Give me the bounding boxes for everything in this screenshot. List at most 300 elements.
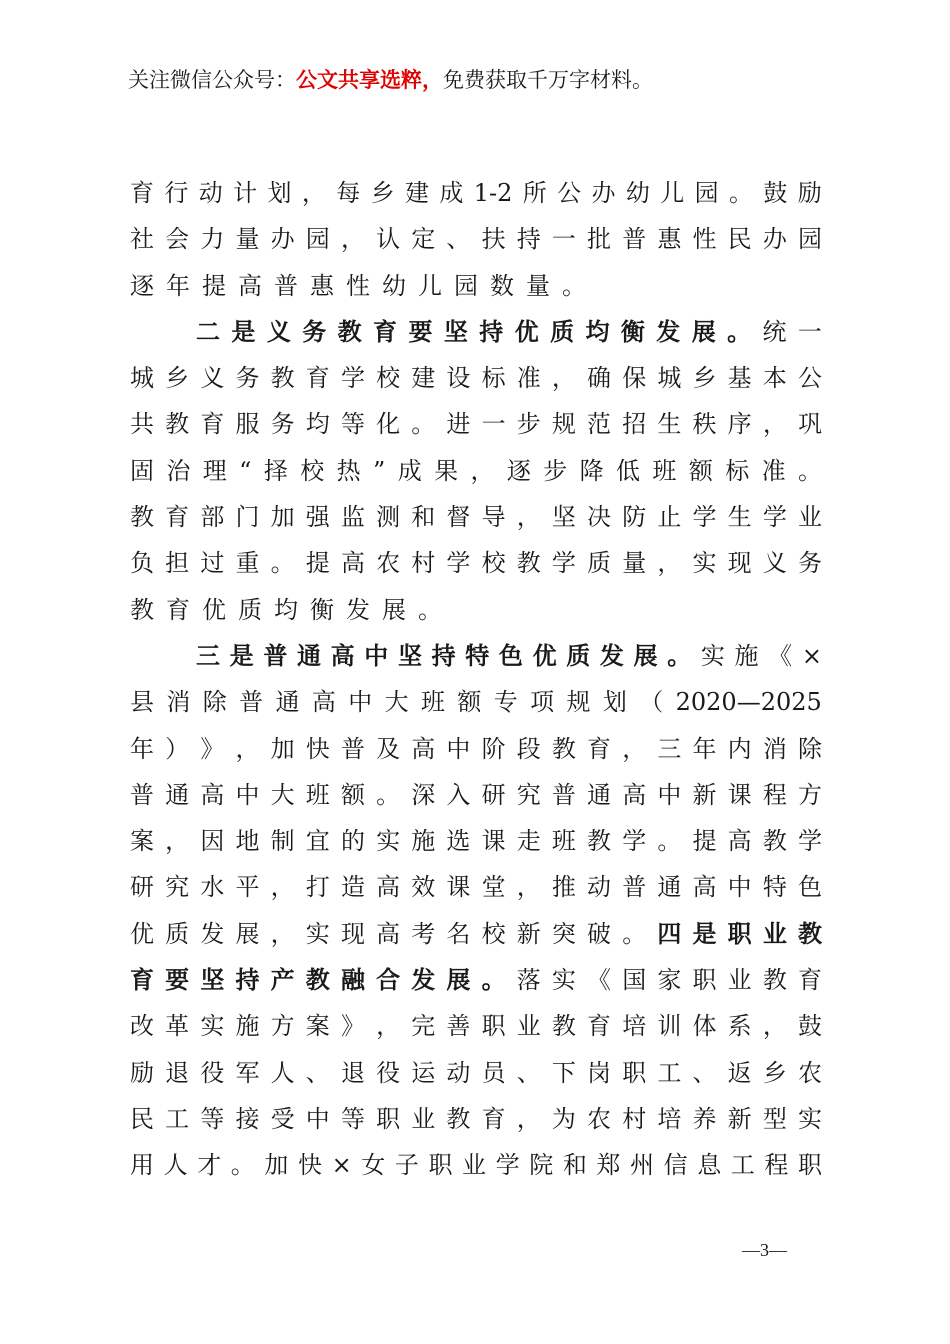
- text-char: 一: [797, 317, 822, 346]
- bold-heading-char: 持: [235, 965, 260, 995]
- text-char: 性: [346, 271, 382, 300]
- text-char: 准: [761, 456, 786, 485]
- text-char: 体: [692, 1012, 717, 1041]
- text-char: 等: [340, 1104, 365, 1133]
- text-char: 工: [657, 1058, 682, 1087]
- text-char: 人: [163, 1151, 188, 1180]
- text-char: 普: [622, 225, 647, 254]
- text-char: 消: [166, 688, 191, 717]
- text-char: 为: [551, 1104, 576, 1133]
- text-char: 、: [692, 1058, 717, 1087]
- text-char: 职: [481, 1012, 506, 1041]
- text-char: 建: [405, 179, 429, 207]
- text-char: 除: [797, 734, 822, 763]
- text-char: 提: [692, 827, 717, 856]
- text-line: [130, 1050, 822, 1096]
- bold-heading-char: 育: [130, 965, 154, 995]
- text-char: 接: [235, 1104, 260, 1133]
- text-char: 逐: [506, 456, 531, 485]
- text-char: ×: [801, 641, 822, 670]
- text-char: ”: [373, 456, 386, 485]
- text-char: 郑: [596, 1151, 621, 1180]
- text-char: 才: [197, 1151, 222, 1180]
- text-char: 退: [165, 1058, 190, 1087]
- text-char: 儿: [418, 271, 454, 300]
- text-char: 通: [275, 688, 300, 717]
- text-char: 岗: [587, 1058, 612, 1087]
- text-char: 职: [692, 966, 717, 995]
- text-char: 落: [516, 966, 541, 995]
- bold-heading-char: 二: [196, 316, 220, 346]
- text-char: 乡: [692, 364, 717, 393]
- text-char: 高: [238, 271, 274, 300]
- text-char: 平: [235, 873, 260, 902]
- text-char: 和: [562, 1151, 587, 1180]
- bold-heading-char: 教: [337, 316, 362, 346]
- text-char: 及: [376, 734, 401, 763]
- text-char: 等: [200, 1104, 225, 1133]
- bold-heading-char: 教: [305, 965, 330, 995]
- bold-heading-char: 是: [692, 918, 717, 948]
- text-char: 高: [622, 780, 647, 809]
- text-char: ，: [165, 827, 190, 856]
- text-char: 2020—2025: [675, 688, 822, 717]
- text-char: 军: [235, 1058, 260, 1087]
- text-char: 选: [446, 827, 471, 856]
- text-char: 养: [692, 1104, 717, 1133]
- bold-heading-char: 展: [691, 316, 716, 346]
- text-char: 实: [700, 641, 725, 670]
- text-char: 造: [340, 873, 365, 902]
- text-char: 招: [622, 410, 647, 439]
- text-char: 制: [270, 827, 295, 856]
- text-line: [130, 216, 822, 262]
- text-char: 训: [657, 1012, 682, 1041]
- text-char: 入: [446, 780, 471, 809]
- text-char: 班: [305, 780, 330, 809]
- text-char: 三: [657, 734, 682, 763]
- text-char: 实: [692, 549, 717, 578]
- text-char: 。: [376, 780, 401, 809]
- text-char: 色: [797, 873, 822, 902]
- bold-heading-char: 务: [302, 316, 327, 346]
- text-char: 民: [727, 225, 752, 254]
- text-char: 课: [446, 873, 471, 902]
- text-char: 育: [165, 503, 190, 532]
- text-char: 校: [376, 364, 401, 393]
- text-char: 性: [692, 225, 717, 254]
- text-char: 村: [622, 1104, 647, 1133]
- text-char: 班: [652, 456, 677, 485]
- text-char: ，: [235, 734, 260, 763]
- text-char: 教: [516, 549, 541, 578]
- text-char: 门: [235, 503, 260, 532]
- text-char: 幼: [625, 179, 650, 207]
- text-char: 批: [587, 225, 612, 254]
- text-char: 宜: [305, 827, 330, 856]
- text-char: 员: [481, 1058, 506, 1087]
- text-char: 课: [727, 780, 752, 809]
- text-char: 职: [797, 1151, 822, 1180]
- text-char: 建: [411, 364, 436, 393]
- text-char: 步: [516, 410, 541, 439]
- text-char: ，: [270, 873, 295, 902]
- text-char: 高: [340, 549, 365, 578]
- text-char: 务: [235, 364, 260, 393]
- text-line: [130, 1096, 822, 1142]
- text-char: 负: [130, 549, 154, 578]
- text-char: 民: [130, 1104, 154, 1133]
- text-char: 展: [235, 919, 260, 948]
- text-char: 培: [622, 1012, 647, 1041]
- text-char: 年: [130, 734, 154, 763]
- bold-heading-char: 普: [263, 640, 288, 670]
- text-char: 、: [446, 225, 471, 254]
- text-char: 职: [622, 1058, 647, 1087]
- text-char: 城: [657, 364, 682, 393]
- text-char: 降: [579, 456, 604, 485]
- text-char: 教: [587, 827, 612, 856]
- text-char: 打: [305, 873, 330, 902]
- text-char: 学: [551, 549, 576, 578]
- text-char: 确: [587, 364, 612, 393]
- text-line: [130, 633, 822, 679]
- text-char: 。: [622, 919, 647, 948]
- text-char: 量: [235, 225, 260, 254]
- text-char: 案: [305, 1012, 330, 1041]
- text-char: 推: [551, 873, 576, 902]
- text-char: 和: [411, 503, 436, 532]
- text-line: [130, 772, 822, 818]
- bold-heading-char: 发: [656, 316, 681, 346]
- text-char: 。: [562, 271, 598, 300]
- text-char: 步: [543, 456, 568, 485]
- bold-heading-char: 四: [657, 918, 682, 948]
- bold-heading-char: 职: [727, 918, 752, 948]
- text-char: 育: [587, 1012, 612, 1041]
- text-char: 教: [446, 1104, 471, 1133]
- text-char: 部: [200, 503, 225, 532]
- text-char: 程: [764, 1151, 789, 1180]
- bold-heading-char: 优: [514, 316, 539, 346]
- text-char: 标: [481, 364, 506, 393]
- text-char: 励: [797, 179, 822, 207]
- text-char: 案: [130, 827, 154, 856]
- text-char: 内: [727, 734, 752, 763]
- text-char: 学: [622, 827, 647, 856]
- text-char: 公: [557, 179, 582, 207]
- text-char: 年: [166, 271, 202, 300]
- text-char: ，: [762, 1012, 787, 1041]
- text-char: 高: [311, 688, 336, 717]
- text-char: ，: [270, 919, 295, 948]
- text-char: 方: [270, 1012, 295, 1041]
- text-char: 量: [622, 549, 647, 578]
- text-char: 《: [587, 966, 612, 995]
- text-char: 园: [694, 179, 719, 207]
- text-char: 破: [587, 919, 612, 948]
- text-char: 育: [587, 734, 612, 763]
- text-char: 深: [411, 780, 436, 809]
- text-char: 设: [446, 364, 471, 393]
- bold-heading-char: 是: [229, 640, 254, 670]
- text-char: 办: [762, 225, 787, 254]
- text-char: 等: [340, 410, 365, 439]
- text-char: ，: [516, 1104, 541, 1133]
- text-char: 义: [200, 364, 225, 393]
- text-char: 施: [235, 1012, 260, 1041]
- text-char: 高: [376, 873, 401, 902]
- text-char: ，: [470, 456, 495, 485]
- text-char: 快: [305, 734, 330, 763]
- text-char: 每: [336, 179, 361, 207]
- text-char: 学: [340, 364, 365, 393]
- bold-heading-char: 发: [411, 965, 436, 995]
- text-char: 会: [165, 225, 190, 254]
- text-char: 教: [762, 966, 787, 995]
- text-char: 励: [130, 1058, 154, 1087]
- text-char: 村: [411, 549, 436, 578]
- text-char: 坚: [551, 503, 576, 532]
- text-char: ，: [301, 179, 326, 207]
- text-char: 本: [762, 364, 787, 393]
- text-char: 育: [200, 410, 225, 439]
- text-char: 实: [797, 1104, 822, 1133]
- text-char: 普: [239, 688, 264, 717]
- text-char: ×: [331, 1151, 352, 1180]
- text-char: 役: [200, 1058, 225, 1087]
- text-char: 农: [797, 1058, 822, 1087]
- text-char: 堂: [481, 873, 506, 902]
- text-char: 学: [797, 827, 822, 856]
- bold-heading-char: 义: [266, 316, 291, 346]
- text-line: [130, 587, 822, 633]
- text-char: 过: [200, 549, 225, 578]
- bold-heading-char: 。: [667, 640, 692, 670]
- text-char: 办: [270, 225, 295, 254]
- text-char: 息: [697, 1151, 722, 1180]
- text-char: 提: [305, 549, 330, 578]
- text-char: 业: [462, 1151, 487, 1180]
- text-char: 大: [384, 688, 409, 717]
- text-char: 下: [551, 1058, 576, 1087]
- text-char: 方: [797, 780, 822, 809]
- text-char: 准: [516, 364, 541, 393]
- text-char: 高: [200, 780, 225, 809]
- text-char: 基: [727, 364, 752, 393]
- text-char: 普: [274, 271, 310, 300]
- text-char: 中: [305, 1104, 330, 1133]
- text-line: [130, 170, 822, 216]
- bold-heading-char: 持: [431, 640, 456, 670]
- text-char: 服: [235, 410, 260, 439]
- text-line: [130, 1003, 822, 1049]
- text-char: 额: [457, 688, 482, 717]
- text-char: 班: [421, 688, 445, 717]
- text-char: 走: [516, 827, 541, 856]
- text-char: 重: [235, 549, 260, 578]
- bold-heading-char: 三: [196, 640, 220, 670]
- text-char: 教: [165, 410, 190, 439]
- text-char: 教: [551, 1012, 576, 1041]
- text-char: 生: [657, 410, 682, 439]
- bold-heading-char: 衡: [620, 316, 645, 346]
- text-char: 化: [376, 410, 401, 439]
- text-char: 择: [263, 456, 288, 485]
- text-char: 程: [762, 780, 787, 809]
- text-char: 额: [688, 456, 713, 485]
- text-char: ，: [622, 734, 647, 763]
- promo-account-name: 公文共享选粹，: [296, 68, 443, 92]
- text-char: 办: [591, 179, 616, 207]
- text-char: 的: [340, 827, 365, 856]
- text-line: [130, 540, 822, 586]
- promo-prefix: 关注微信公众号：: [128, 68, 296, 92]
- text-char: 研: [481, 780, 506, 809]
- text-char: 职: [376, 1104, 401, 1133]
- text-char: 业: [797, 503, 822, 532]
- text-char: 突: [551, 919, 576, 948]
- text-char: 普: [130, 780, 154, 809]
- text-char: 乡: [370, 179, 395, 207]
- text-char: ，: [657, 549, 682, 578]
- text-char: 动: [446, 1058, 471, 1087]
- text-char: 质: [587, 549, 612, 578]
- text-char: 行: [164, 179, 189, 207]
- text-char: 定: [411, 225, 436, 254]
- text-char: 高: [411, 734, 436, 763]
- text-char: 教: [762, 827, 787, 856]
- text-char: 、: [305, 1058, 330, 1087]
- text-char: 防: [622, 503, 647, 532]
- text-char: 序: [727, 410, 752, 439]
- text-char: 通: [657, 873, 682, 902]
- text-char: 退: [340, 1058, 365, 1087]
- text-char: 系: [727, 1012, 752, 1041]
- text-char: 均: [274, 595, 310, 624]
- text-char: 乡: [762, 1058, 787, 1087]
- document-body: [130, 170, 822, 1189]
- text-char: 新: [692, 780, 717, 809]
- text-char: 优: [202, 595, 238, 624]
- text-line: [130, 818, 822, 864]
- text-char: ，: [516, 503, 541, 532]
- text-char: 运: [411, 1058, 436, 1087]
- bold-heading-char: 色: [498, 640, 523, 670]
- text-char: 返: [727, 1058, 752, 1087]
- text-char: 发: [346, 595, 382, 624]
- text-char: 工: [730, 1151, 755, 1180]
- text-char: 通: [165, 780, 190, 809]
- text-char: 实: [551, 966, 576, 995]
- text-line: [130, 355, 822, 401]
- text-char: 中: [235, 780, 260, 809]
- bold-heading-char: 业: [762, 918, 787, 948]
- text-char: 督: [446, 503, 471, 532]
- text-char: 普: [340, 734, 365, 763]
- text-char: 教: [270, 364, 295, 393]
- bold-heading-char: 特: [465, 640, 490, 670]
- text-char: 中: [348, 688, 373, 717]
- bold-heading-char: 。: [481, 965, 506, 995]
- text-char: 新: [727, 1104, 752, 1133]
- bold-heading-char: 持: [479, 316, 504, 346]
- text-char: 课: [481, 827, 506, 856]
- text-char: 导: [481, 503, 506, 532]
- text-char: 规: [551, 410, 576, 439]
- text-char: 中: [446, 734, 471, 763]
- text-char: 普: [622, 873, 647, 902]
- text-char: 数: [490, 271, 526, 300]
- text-line: [130, 1142, 822, 1188]
- text-char: 衡: [310, 595, 346, 624]
- text-char: “: [239, 456, 252, 485]
- text-char: 考: [411, 919, 436, 948]
- text-char: 秩: [692, 410, 717, 439]
- text-char: 高: [692, 873, 717, 902]
- text-char: 。: [729, 179, 754, 207]
- text-line: [130, 263, 822, 309]
- text-char: 水: [200, 873, 225, 902]
- text-char: 专: [493, 688, 518, 717]
- text-char: （: [639, 688, 664, 717]
- text-char: 培: [657, 1104, 682, 1133]
- bold-heading-char: 育: [373, 316, 398, 346]
- bold-heading-char: 坚: [397, 640, 422, 670]
- text-char: 因: [200, 827, 225, 856]
- text-line: [130, 864, 822, 910]
- text-char: 善: [446, 1012, 471, 1041]
- text-char: 生: [727, 503, 752, 532]
- text-char: 。: [797, 456, 822, 485]
- text-char: 项: [530, 688, 555, 717]
- text-char: 量: [526, 271, 562, 300]
- text-line: [130, 726, 822, 772]
- text-char: 州: [630, 1151, 655, 1180]
- text-char: 测: [376, 503, 401, 532]
- text-char: 提: [202, 271, 238, 300]
- text-char: 效: [411, 873, 436, 902]
- text-char: 。: [230, 1151, 255, 1180]
- text-char: 究: [165, 873, 190, 902]
- text-char: 育: [481, 1104, 506, 1133]
- text-char: 新: [516, 919, 541, 948]
- text-char: 。: [270, 549, 295, 578]
- text-char: 城: [130, 364, 154, 393]
- text-char: 力: [200, 225, 225, 254]
- text-char: 施: [734, 641, 759, 670]
- bold-heading-char: 优: [532, 640, 557, 670]
- text-char: 止: [657, 503, 682, 532]
- promo-header: [128, 62, 653, 98]
- text-char: 教: [551, 734, 576, 763]
- text-char: 中: [727, 873, 752, 902]
- text-char: 高: [376, 919, 401, 948]
- text-char: 施: [411, 827, 436, 856]
- text-char: 范: [587, 410, 612, 439]
- bold-heading-char: 发: [599, 640, 624, 670]
- text-char: 优: [130, 919, 154, 948]
- text-char: 质: [165, 919, 190, 948]
- bold-heading-char: 质: [550, 316, 575, 346]
- text-char: 用: [130, 1151, 154, 1180]
- text-char: 果: [434, 456, 459, 485]
- text-char: 监: [340, 503, 365, 532]
- text-char: 公: [797, 364, 822, 393]
- text-char: 女: [361, 1151, 386, 1180]
- text-char: 名: [446, 919, 471, 948]
- text-char: 一: [551, 225, 576, 254]
